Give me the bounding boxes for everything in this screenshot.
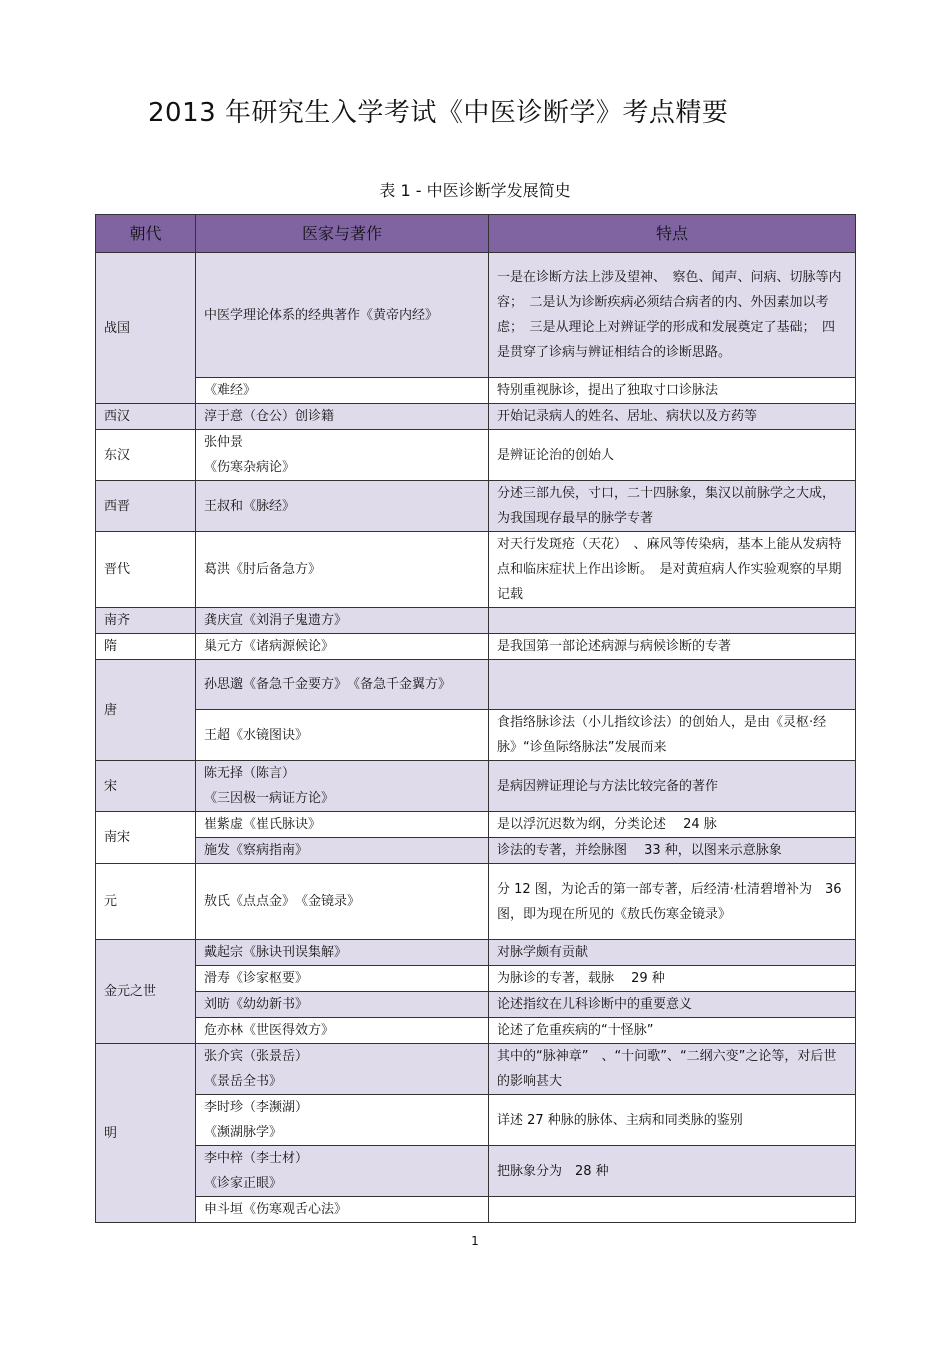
- feature-cell: 对脉学颇有贡献: [489, 940, 856, 966]
- work-cell: 张仲景 《伤寒杂病论》: [196, 430, 489, 481]
- table-row: [96, 966, 856, 992]
- dynasty-cell: 元: [96, 864, 196, 940]
- table-row: [96, 864, 856, 940]
- header-features: 特点: [489, 215, 856, 253]
- feature-cell: 是病因辨证理论与方法比较完备的著作: [489, 761, 856, 812]
- feature-cell: 开始记录病人的姓名、居址、病状以及方药等: [489, 404, 856, 430]
- work-cell: 戴起宗《脉诀刊误集解》: [196, 940, 489, 966]
- table-body: [96, 253, 856, 1223]
- dynasty-cell: 南宋: [96, 812, 196, 864]
- dynasty-cell: 宋: [96, 761, 196, 812]
- work-cell: 王叔和《脉经》: [196, 481, 489, 532]
- table-row: [96, 608, 856, 634]
- dynasty-cell: 南齐: [96, 608, 196, 634]
- table-row: [96, 1044, 856, 1095]
- work-cell: 陈无择（陈言） 《三因极一病证方论》: [196, 761, 489, 812]
- work-cell: 王超《水镜图诀》: [196, 710, 489, 761]
- feature-cell: [489, 1197, 856, 1223]
- dynasty-cell: 隋: [96, 634, 196, 660]
- history-table: [95, 214, 856, 1223]
- table-row: [96, 940, 856, 966]
- work-cell: 危亦林《世医得效方》: [196, 1018, 489, 1044]
- work-cell: 刘昉《幼幼新书》: [196, 992, 489, 1018]
- work-cell: 崔紫虚《崔氏脉诀》: [196, 812, 489, 838]
- dynasty-cell: 战国: [96, 253, 196, 404]
- table-row: [96, 378, 856, 404]
- table-row: [96, 1197, 856, 1223]
- work-cell: 淳于意（仓公）创诊籍: [196, 404, 489, 430]
- work-cell: 《难经》: [196, 378, 489, 404]
- dynasty-cell: 西晋: [96, 481, 196, 532]
- feature-cell: 是我国第一部论述病源与病候诊断的专著: [489, 634, 856, 660]
- table-row: [96, 404, 856, 430]
- feature-cell: 特别重视脉诊，提出了独取寸口诊脉法: [489, 378, 856, 404]
- feature-cell: 分 12 图，为论舌的第一部专著，后经清·杜清碧增补为 36 图，即为现在所见的《敖氏伤寒金镜录》: [489, 864, 856, 940]
- feature-cell: 对天行发斑疮（天花） 、麻风等传染病，基本上能从发病特点和临床症状上作出诊断。 是对黄疸病人作实验观察的早期记载: [489, 532, 856, 608]
- table-row: [96, 1018, 856, 1044]
- work-cell: 孙思邈《备急千金要方》 《备急千金翼方》: [196, 660, 489, 710]
- table-row: [96, 430, 856, 481]
- feature-cell: 分述三部九侯，寸口，二十四脉象，集汉以前脉学之大成，为我国现存最早的脉学专著: [489, 481, 856, 532]
- work-cell: 李中梓（李士材） 《诊家正眼》: [196, 1146, 489, 1197]
- feature-cell: 一是在诊断方法上涉及望神、 察色、闻声、问病、切脉等内容； 二是认为诊断疾病必须结合病者的内、外因素加以考虑； 三是从理论上对辨证学的形成和发展奠定了基础； 四是贯穿了诊病与辨证相结合的诊断思路。: [489, 253, 856, 378]
- table-row: [96, 532, 856, 608]
- table-row: [96, 481, 856, 532]
- feature-cell: 其中的“脉神章” 、“十问歌”、“二纲六变”之论等，对后世的影响甚大: [489, 1044, 856, 1095]
- feature-cell: 论述了危重疾病的“十怪脉”: [489, 1018, 856, 1044]
- feature-cell: 是以浮沉迟数为纲，分类论述 24 脉: [489, 812, 856, 838]
- feature-cell: 论述指纹在儿科诊断中的重要意义: [489, 992, 856, 1018]
- feature-cell: 诊法的专著，并绘脉图 33 种，以图来示意脉象: [489, 838, 856, 864]
- dynasty-cell: 金元之世: [96, 940, 196, 1044]
- table-caption: 表 1 - 中医诊断学发展简史: [379, 181, 571, 200]
- table-row: [96, 992, 856, 1018]
- page-number: 1: [471, 1234, 479, 1248]
- table-row: [96, 838, 856, 864]
- dynasty-cell: 东汉: [96, 430, 196, 481]
- table-row: [96, 634, 856, 660]
- work-cell: 中医学理论体系的经典著作《黄帝内经》: [196, 253, 489, 378]
- table-row: [96, 660, 856, 710]
- page-title: 2013 年研究生入学考试《中医诊断学》考点精要: [148, 98, 729, 128]
- work-cell: 施发《察病指南》: [196, 838, 489, 864]
- feature-cell: 把脉象分为 28 种: [489, 1146, 856, 1197]
- table-row: [96, 812, 856, 838]
- work-cell: 张介宾（张景岳） 《景岳全书》: [196, 1044, 489, 1095]
- feature-cell: 详述 27 种脉的脉体、主病和同类脉的鉴别: [489, 1095, 856, 1146]
- dynasty-cell: 晋代: [96, 532, 196, 608]
- work-cell: 李时珍（李濒湖） 《濒湖脉学》: [196, 1095, 489, 1146]
- feature-cell: [489, 608, 856, 634]
- table-header-row: [96, 215, 856, 253]
- feature-cell: 为脉诊的专著，载脉 29 种: [489, 966, 856, 992]
- feature-cell: 是辨证论治的创始人: [489, 430, 856, 481]
- table-row: [96, 1146, 856, 1197]
- work-cell: 龚庆宣《刘涓子鬼遗方》: [196, 608, 489, 634]
- work-cell: 葛洪《肘后备急方》: [196, 532, 489, 608]
- table-row: [96, 761, 856, 812]
- dynasty-cell: 明: [96, 1044, 196, 1223]
- dynasty-cell: 西汉: [96, 404, 196, 430]
- table-row: [96, 710, 856, 761]
- table-row: [96, 1095, 856, 1146]
- feature-cell: 食指络脉诊法（小儿指纹诊法）的创始人，是由《灵枢·经脉》“诊鱼际络脉法”发展而来: [489, 710, 856, 761]
- work-cell: 巢元方《诸病源候论》: [196, 634, 489, 660]
- work-cell: 申斗垣《伤寒观舌心法》: [196, 1197, 489, 1223]
- dynasty-cell: 唐: [96, 660, 196, 761]
- work-cell: 滑寿《诊家枢要》: [196, 966, 489, 992]
- feature-cell: [489, 660, 856, 710]
- header-dynasty: 朝代: [96, 215, 196, 253]
- work-cell: 敖氏《点点金》 《金镜录》: [196, 864, 489, 940]
- header-works: 医家与著作: [196, 215, 489, 253]
- table-row: [96, 253, 856, 378]
